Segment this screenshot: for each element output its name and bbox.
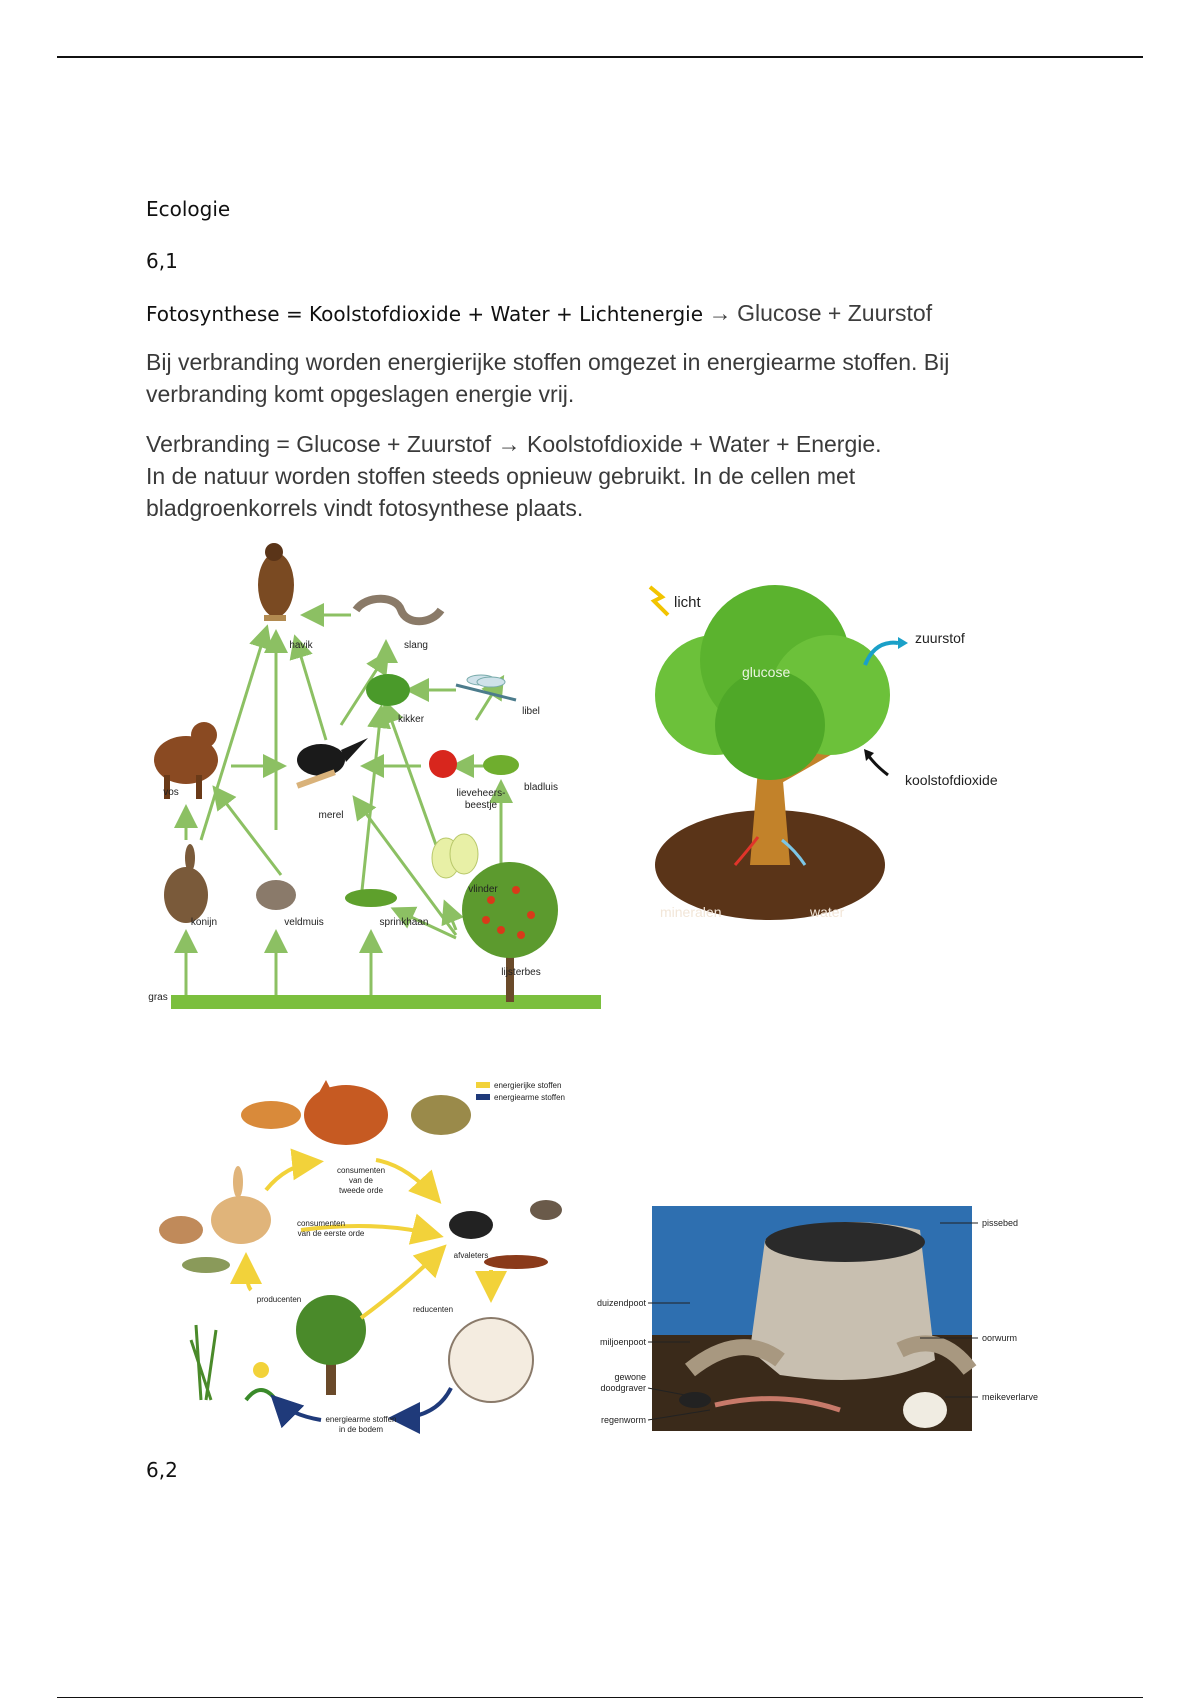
grasshopper-icon <box>345 889 397 907</box>
dragonfly-icon <box>456 675 516 700</box>
photosynthesis-formula <box>146 300 932 327</box>
grass-strip <box>171 995 601 1009</box>
light-bolt-icon <box>650 587 668 615</box>
label-doodgraver-2: doodgraver <box>600 1383 646 1393</box>
formula-right: Glucose + Zuurstof <box>737 300 933 326</box>
label-lijsterbes: lijsterbes <box>501 967 541 978</box>
label-glucose: glucose <box>742 664 791 680</box>
label-bottom-2: in de bodem <box>338 1425 384 1434</box>
hawk-icon <box>258 543 294 621</box>
mouse-icon <box>256 880 296 910</box>
label-meikeverlarve: meikeverlarve <box>982 1392 1039 1402</box>
label-duizendpoot: duizendpoot <box>596 1298 646 1308</box>
paragraph-combustion <box>146 346 1046 410</box>
label-consumers-second-3: tweede orde <box>338 1186 384 1195</box>
photosynthesis-tree-diagram <box>630 575 1030 975</box>
paragraph-line: bladgroenkorrels vindt fotosynthese plaats. <box>146 495 584 521</box>
label-zuurstof: zuurstof <box>915 630 965 646</box>
paragraph-line: In de natuur worden stoffen steeds opnieuw gebruikt. In de cellen met <box>146 463 856 489</box>
label-merel: merel <box>318 810 344 821</box>
beetle-icon <box>449 1211 493 1239</box>
frog-icon <box>366 674 410 706</box>
label-slang: slang <box>404 640 428 651</box>
formula-arrow: → <box>708 300 732 326</box>
label-libel: libel <box>522 706 540 717</box>
label-regenworm: regenworm <box>600 1415 646 1425</box>
co2-arrow-icon <box>868 755 888 775</box>
label-pissebed: pissebed <box>982 1218 1019 1228</box>
section-heading-6-2: 6,2 <box>146 1458 178 1482</box>
rabbit-icon <box>211 1166 271 1244</box>
label-havik: havik <box>289 640 313 651</box>
legend-swatch-rich <box>476 1082 490 1088</box>
label-miljoenpoot: miljoenpoot <box>599 1337 646 1347</box>
label-afvaleters: afvaleters <box>453 1251 489 1260</box>
label-lieveheersbeestje: lieveheers- <box>456 788 506 799</box>
oxygen-arrowhead <box>898 637 908 649</box>
ladybug-icon <box>429 750 457 778</box>
label-mineralen: mineralen <box>660 904 722 920</box>
label-consumers-first-2: van de eerste orde <box>297 1229 365 1238</box>
snake-icon <box>356 599 441 622</box>
rowan-tree-icon <box>462 862 558 1002</box>
legend-poor-label: energiearme stoffen <box>494 1093 566 1102</box>
formula-left: Fotosynthese = Koolstofdioxide + Water + Lichtenergie <box>146 302 704 326</box>
ecosystem-cycle-diagram <box>146 1070 586 1440</box>
label-bottom-1: energiearme stoffen <box>325 1415 397 1424</box>
page-title: Ecologie <box>146 197 231 221</box>
grub-icon <box>903 1392 947 1428</box>
label-konijn: konijn <box>190 917 218 928</box>
weasel-icon <box>241 1101 301 1129</box>
millipede-icon <box>484 1255 548 1269</box>
label-vos: vos <box>163 787 179 798</box>
label-koolstofdioxide: koolstofdioxide <box>905 772 998 788</box>
legend-rich-label: energierijke stoffen <box>494 1081 562 1090</box>
butterfly-icon <box>432 834 478 878</box>
label-water: water <box>810 904 845 920</box>
label-sprinkhaan: sprinkhaan <box>379 917 429 928</box>
top-rule <box>57 56 1143 58</box>
label-kikker: kikker <box>397 714 425 725</box>
tree-stump-diagram <box>580 1200 1050 1445</box>
paragraph-line: Verbranding = Glucose + Zuurstof → Koolstofdioxide + Water + Energie. <box>146 431 882 457</box>
label-bladluis: bladluis <box>524 782 558 793</box>
label-producenten: producenten <box>256 1295 302 1304</box>
food-web-arrows <box>186 615 501 1000</box>
label-consumers-first-1: consumenten <box>296 1219 346 1228</box>
food-web-diagram <box>146 540 606 1010</box>
bottom-rule <box>57 1697 1143 1698</box>
aphid-icon <box>483 755 519 775</box>
toad-icon <box>411 1095 471 1135</box>
microbes-icon <box>449 1318 533 1402</box>
label-consumers-second-1: consumenten <box>336 1166 386 1175</box>
label-reducenten: reducenten <box>412 1305 454 1314</box>
paragraph-cycle <box>146 428 1046 524</box>
label-gras: gras <box>148 992 168 1003</box>
label-licht: licht <box>674 594 701 611</box>
label-doodgraver-1: gewone <box>614 1372 646 1382</box>
paragraph-line: verbranding komt opgeslagen energie vrij. <box>146 381 575 407</box>
mouse-icon <box>159 1216 203 1244</box>
tree-icon <box>655 585 890 920</box>
paragraph-line: Bij verbranding worden energierijke stoffen omgezet in energiearme stoffen. Bij <box>146 349 950 375</box>
legend-swatch-poor <box>476 1094 490 1100</box>
tree-icon <box>296 1295 366 1395</box>
label-veldmuis: veldmuis <box>284 917 324 928</box>
rabbit-icon <box>164 844 208 923</box>
label-vlinder: vlinder <box>468 884 498 895</box>
woodlouse-icon <box>530 1200 562 1220</box>
blackbird-icon <box>296 738 368 789</box>
section-heading-6-1: 6,1 <box>146 249 178 273</box>
label-oorworm: oorwurm <box>982 1333 1018 1343</box>
plants-icon <box>191 1325 276 1400</box>
label-consumers-second-2: van de <box>348 1176 374 1185</box>
label-lieveheersbeestje: beestje <box>464 800 498 811</box>
fox-icon <box>304 1080 388 1145</box>
grasshopper-icon <box>182 1257 230 1273</box>
